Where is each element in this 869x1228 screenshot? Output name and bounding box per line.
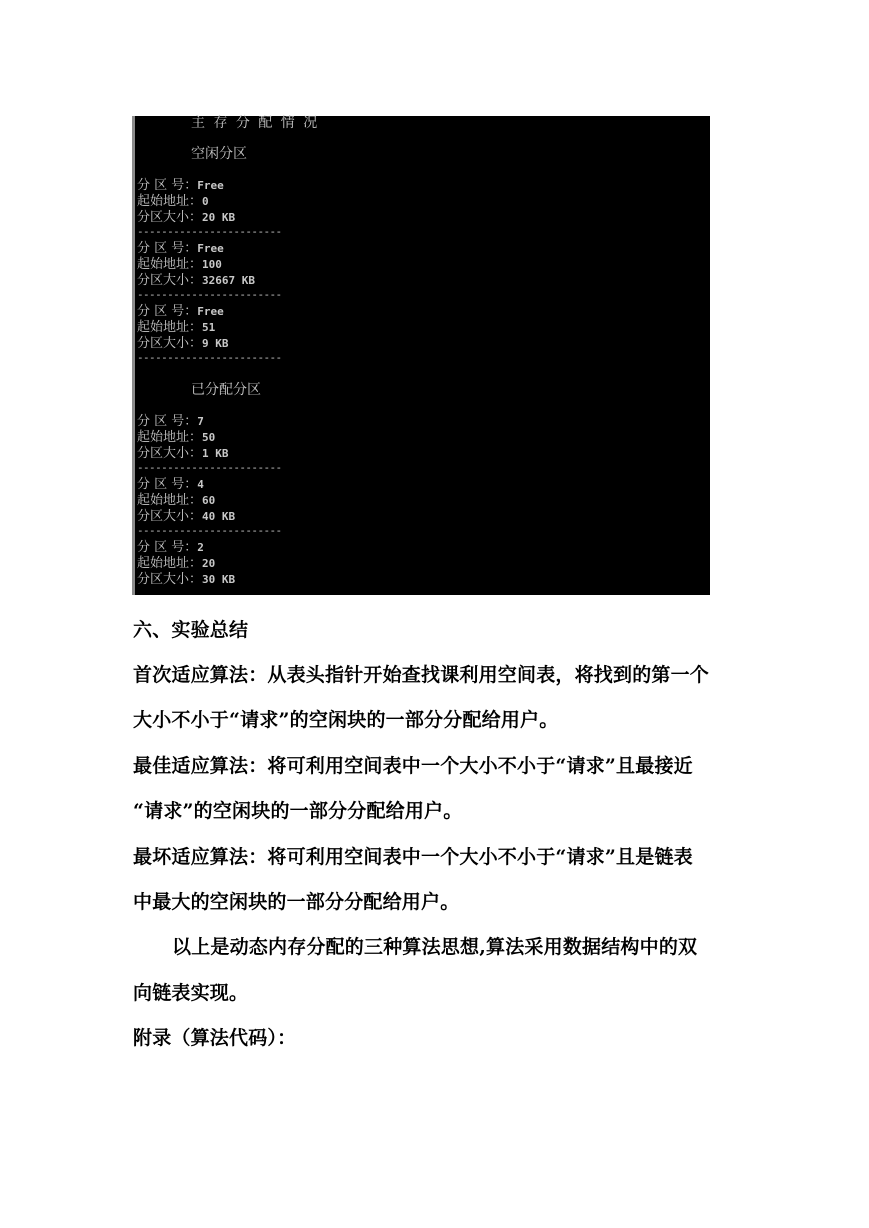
separator: ------------------------ — [137, 351, 282, 364]
alloc-2-size-row: 分区大小：40 KB — [137, 509, 236, 524]
summary-line-2: 向链表实现。 — [133, 982, 249, 1004]
alloc-3-size-row: 分区大小：30 KB — [137, 572, 236, 587]
best-fit-line-1: 最佳适应算法：将可利用空间表中一个大小不小于“请求”且最接近 — [133, 755, 693, 777]
appendix-heading: 附录（算法代码）： — [133, 1027, 297, 1049]
free-1-start-row: 起始地址：0 — [137, 194, 209, 209]
alloc-3-no-row: 分 区 号：2 — [137, 540, 204, 555]
free-3-size-row: 分区大小：9 KB — [137, 336, 229, 351]
free-2-no-row: 分 区 号：Free — [137, 241, 224, 256]
section-title: 六、实验总结 — [133, 619, 249, 641]
separator: ------------------------ — [137, 461, 282, 474]
console-screenshot — [132, 116, 710, 595]
free-2-start-row: 起始地址：100 — [137, 257, 222, 272]
best-fit-line-2: “请求”的空闲块的一部分分配给用户。 — [133, 800, 463, 822]
first-fit-line-1: 首次适应算法：从表头指针开始查找课利用空间表，将找到的第一个 — [133, 664, 710, 686]
separator: ------------------------ — [137, 225, 282, 238]
free-1-size-row: 分区大小：20 KB — [137, 210, 236, 225]
free-3-no-row: 分 区 号：Free — [137, 304, 224, 319]
alloc-3-start-row: 起始地址：20 — [137, 556, 216, 571]
alloc-1-no-row: 分 区 号：7 — [137, 414, 204, 429]
free-2-size-row: 分区大小：32667 KB — [137, 273, 255, 288]
alloc-2-start-row: 起始地址：60 — [137, 493, 216, 508]
alloc-2-no-row: 分 区 号：4 — [137, 477, 204, 492]
worst-fit-line-1: 最坏适应算法：将可利用空间表中一个大小不小于“请求”且是链表 — [133, 846, 693, 868]
first-fit-line-2: 大小不小于“请求”的空闲块的一部分分配给用户。 — [133, 709, 559, 731]
separator: ------------------------ — [137, 288, 282, 301]
summary-line-1: 以上是动态内存分配的三种算法思想,算法采用数据结构中的双 — [172, 936, 698, 958]
worst-fit-line-2: 中最大的空闲块的一部分分配给用户。 — [133, 891, 460, 913]
alloc-1-start-row: 起始地址：50 — [137, 430, 216, 445]
allocated-partitions-heading: 已分配分区 — [191, 382, 261, 398]
alloc-1-size-row: 分区大小：1 KB — [137, 446, 229, 461]
free-3-start-row: 起始地址：51 — [137, 320, 216, 335]
console-title: 主 存 分 配 情 况 — [191, 115, 320, 131]
separator: ------------------------ — [137, 524, 282, 537]
free-partitions-heading: 空闲分区 — [191, 146, 247, 162]
free-1-no-row: 分 区 号：Free — [137, 178, 224, 193]
